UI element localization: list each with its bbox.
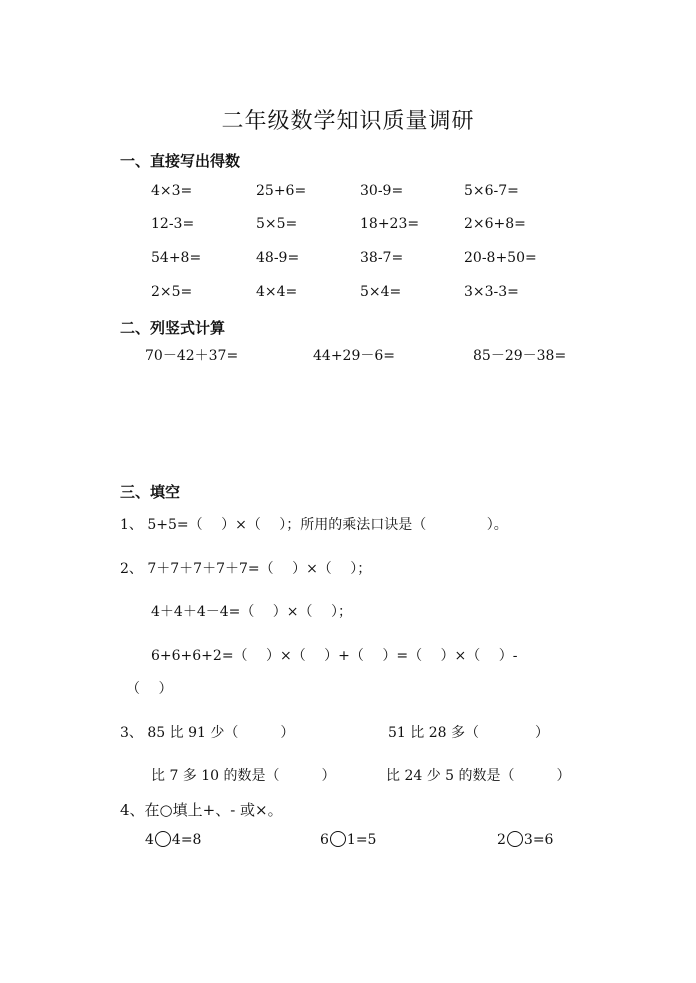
operand-right: 1=5	[346, 832, 377, 848]
problem: 3×3-3=	[464, 284, 519, 300]
problem: 4×4=	[256, 284, 298, 300]
operand-left: 4	[145, 832, 154, 848]
problem: 5×5=	[256, 216, 298, 232]
problem: 4×3=	[151, 183, 193, 199]
fill-question-2a: 2、 7＋7＋7＋7＋7=（ ）×（ ）；	[120, 561, 372, 577]
circle-blank-icon	[507, 831, 523, 847]
fill-question-3b: 51 比 28 多（ ）	[388, 725, 549, 741]
fill-question-4: 4、在○填上+、- 或×。	[120, 801, 283, 819]
fill-question-1: 1、 5+5=（ ）×（ ）；所用的乘法口诀是（ ）。	[120, 517, 508, 533]
problem: 5×4=	[360, 284, 402, 300]
circle-blank-icon	[155, 831, 171, 847]
operand-left: 6	[320, 832, 329, 848]
fill-question-3c: 比 7 多 10 的数是（ ）	[151, 768, 336, 784]
fill-question-2d: （ ）	[126, 681, 173, 697]
problem: 20-8+50=	[464, 250, 537, 266]
fill-question-2c: 6+6+6+2=（ ）×（ ）+（ ）=（ ）×（ ）-	[151, 648, 518, 664]
operand-left: 2	[497, 832, 506, 848]
vertical-calc-problem: 70－42＋37=	[145, 348, 239, 364]
problem: 18+23=	[360, 216, 420, 232]
page-title: 二年级数学知识质量调研	[221, 109, 475, 134]
problem: 2×5=	[151, 284, 193, 300]
problem: 38-7=	[360, 250, 404, 266]
operand-right: 3=6	[523, 832, 554, 848]
problem: 2×6+8=	[464, 216, 526, 232]
fill-question-2b: 4＋4＋4－4=（ ）×（ ）；	[151, 604, 352, 620]
fill-question-3d: 比 24 少 5 的数是（ ）	[386, 768, 571, 784]
problem: 30-9=	[360, 183, 404, 199]
operator-problem	[320, 831, 376, 848]
problem: 48-9=	[256, 250, 300, 266]
problem: 5×6-7=	[464, 183, 519, 199]
section3-heading: 三、填空	[120, 483, 181, 501]
operand-right: 4=8	[171, 832, 202, 848]
circle-blank-icon	[330, 831, 346, 847]
fill-question-3a: 3、 85 比 91 少（ ）	[120, 725, 295, 741]
operator-problem	[145, 831, 201, 848]
problem: 25+6=	[256, 183, 307, 199]
problem: 54+8=	[151, 250, 202, 266]
problem: 12-3=	[151, 216, 195, 232]
operator-problem	[497, 831, 553, 848]
section2-heading: 二、列竖式计算	[120, 319, 226, 337]
section1-heading: 一、直接写出得数	[120, 152, 241, 170]
vertical-calc-problem: 85－29－38=	[473, 348, 567, 364]
vertical-calc-problem: 44+29－6=	[313, 348, 395, 364]
